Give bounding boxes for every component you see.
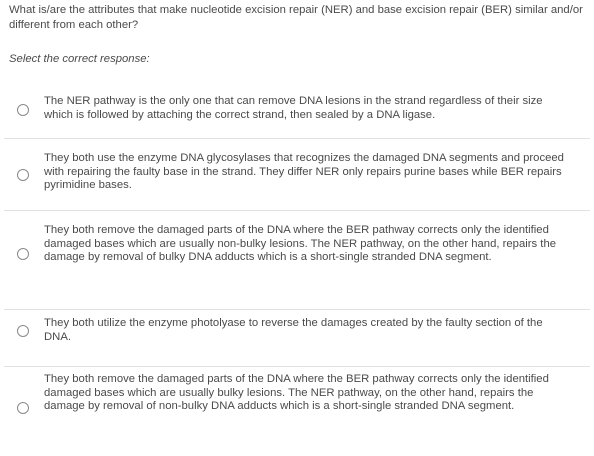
answer-option-2[interactable] [4,139,590,211]
answer-option-1[interactable] [4,80,590,139]
radio-button-4[interactable] [17,325,29,337]
option-5-text: They both remove the damaged parts of the DNA where the BER pathway corrects only the identified damaged bases which are usually bulky lesions. The NER pathway, on the other hand, repairs the damage by removal of non-bulky DNA adducts which is a short-single stranded DNA segment. [44,373,549,412]
radio-button-1[interactable] [17,104,29,116]
answer-option-5[interactable] [4,367,590,447]
radio-button-3[interactable] [17,248,29,260]
option-2-text: They both use the enzyme DNA glycosylases that recognizes the damaged DNA segments and proceed with repairing the faulty base in the strand. They differ NER only repairs purine bases while BER repairs pyrimidine bases. [44,152,564,191]
instruction-text: Select the correct response: [9,53,150,65]
radio-button-2[interactable] [17,169,29,181]
answer-option-3[interactable] [4,211,590,310]
radio-button-5[interactable] [17,402,29,414]
option-4-text: They both utilize the enzyme photolyase to reverse the damages created by the faulty section of the DNA. [44,317,543,343]
option-1-text: The NER pathway is the only one that can remove DNA lesions in the strand regardless of their size which is followed by attaching the correct strand, then sealed by a DNA ligase. [44,95,543,121]
option-3-text: They both remove the damaged parts of the DNA where the BER pathway corrects only the identified damaged bases which are usually non-bulky lesions. The NER pathway, on the other hand, repairs the damage by removal of bulky DNA adducts which is a short-single stranded DNA segment. [44,224,557,263]
question-text: What is/are the attributes that make nucleotide excision repair (NER) and base excision repair (BER) similar and/or different from each other? [9,4,583,31]
answer-option-4[interactable] [4,310,590,367]
